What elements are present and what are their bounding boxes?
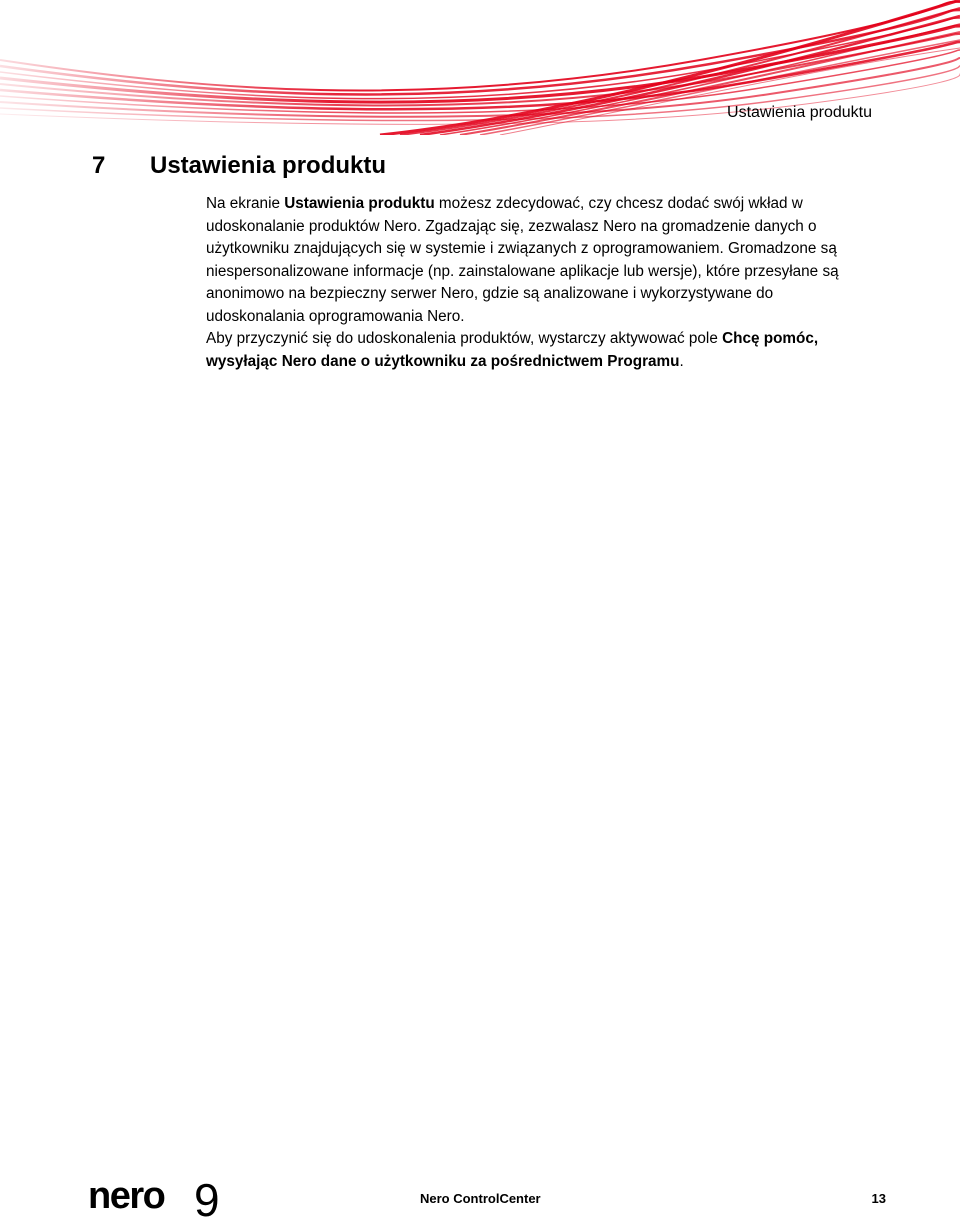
footer-page-number: 13 — [871, 1191, 886, 1206]
body-text — [206, 193, 866, 373]
paragraph-intro-text-a: Na ekranie — [206, 195, 285, 212]
paragraph-instructions — [206, 328, 866, 373]
running-header-title: Ustawienia produktu — [727, 104, 872, 121]
chapter-heading — [92, 152, 386, 180]
chapter-title: Ustawienia produktu — [150, 152, 387, 179]
nero-logo — [88, 1176, 238, 1224]
option-name-bold: Chcę pomóc, wysyłając Nero dane o użytkowniku za pośrednictwem Programu — [206, 330, 819, 370]
footer-product-name: Nero ControlCenter — [420, 1191, 541, 1206]
screen-name-bold: Ustawienia produktu — [284, 195, 435, 212]
paragraph-intro — [206, 193, 866, 328]
paragraph-instructions-text-a: Aby przyczynić się do udoskonalenia produktów, wystarczy aktywować pole — [206, 330, 723, 347]
chapter-number: 7 — [92, 152, 106, 179]
paragraph-intro-text-c: możesz zdecydować, czy chcesz dodać swój wkład w udoskonalanie produktów Nero. Zgadzając się, zezwalasz Nero na gromadzenie danych o użytkowniku znajdujących się w systemie i związanych z oprogramowaniem. Gromadzone są niespersonalizowane informacje (np. zainstalowane aplikacje lub wersje), które przesyłane są anonimowo na bezpieczny serwer Nero, gdzie są analizowane i wykorzystywane do udoskonalania oprogramowania Nero. — [206, 195, 839, 325]
nero-logo-version: 9 — [194, 1176, 220, 1224]
nero-logo-wordmark: nero — [88, 1176, 165, 1217]
paragraph-instructions-text-c: . — [679, 352, 684, 370]
